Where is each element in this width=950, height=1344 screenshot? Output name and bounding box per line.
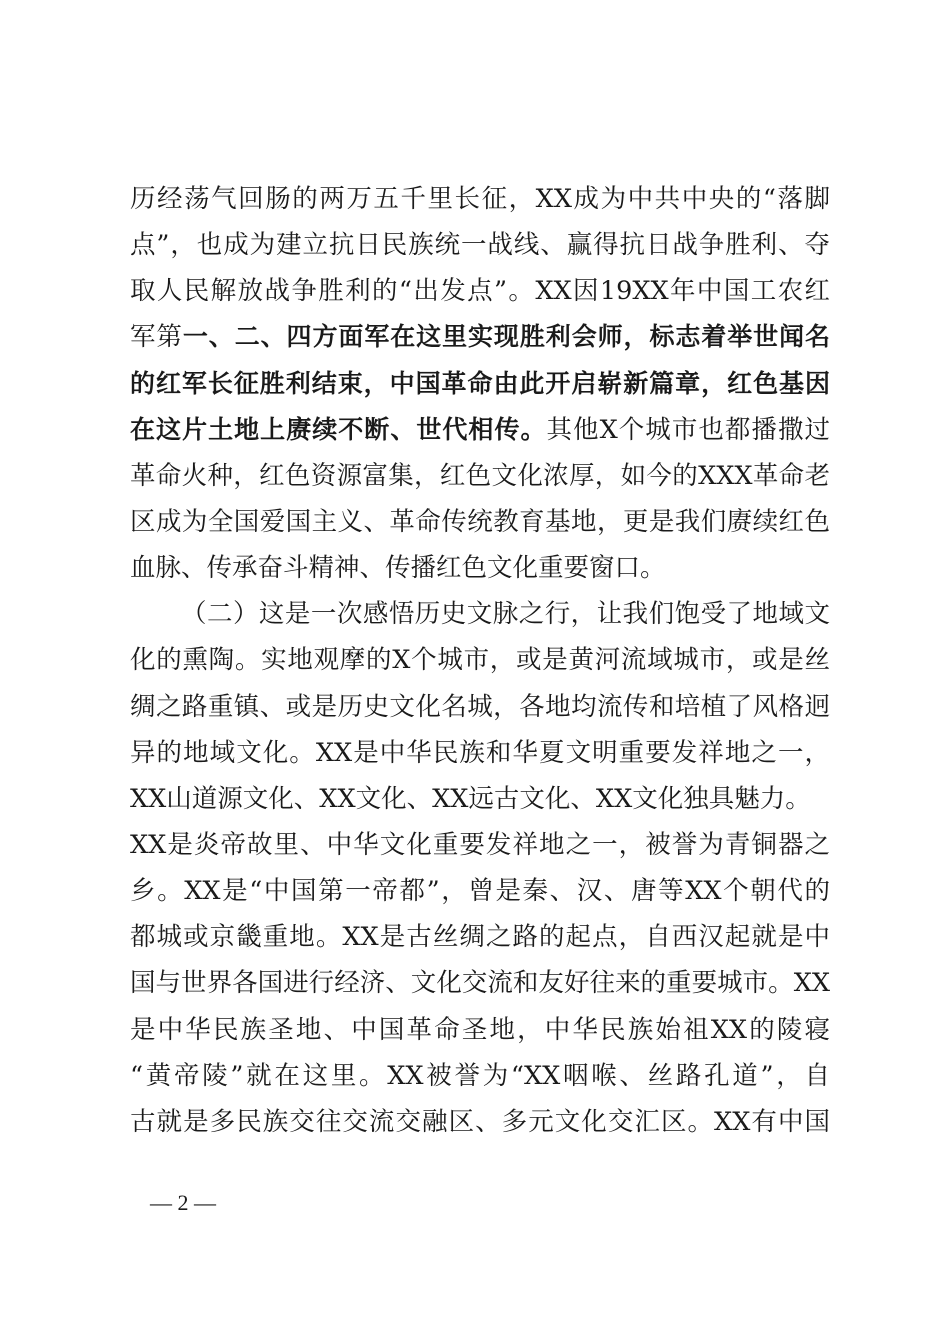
text-line — [130, 407, 830, 453]
text-segment: 其他X个城市也都播撒过 — [546, 414, 830, 445]
text-line: 是中华民族圣地、中国革命圣地，中华民族始祖XX的陵寝 — [130, 1014, 830, 1045]
text-line: 血脉、传承奋斗精神、传播红色文化重要窗口。 — [130, 553, 666, 584]
text-line: 取人民解放战争胜利的“出发点”。XX因19XX年中国工农红 — [130, 276, 830, 307]
bold-text-segment: 一、二、四方面军在这里实现胜利会师，标志着举世闻名 — [182, 322, 830, 352]
text-line: 乡。XX是“中国第一帝都”，曾是秦、汉、唐等XX个朝代的 — [130, 876, 830, 907]
text-line: XX是炎帝故里、中华文化重要发祥地之一，被誉为青铜器之 — [130, 829, 830, 860]
text-line: 异的地域文化。XX是中华民族和华夏文明重要发祥地之一， — [130, 737, 830, 768]
text-line: 区成为全国爱国主义、革命传统教育基地，更是我们赓续红色 — [130, 506, 830, 537]
text-line — [130, 314, 830, 360]
text-line: 国与世界各国进行经济、文化交流和友好往来的重要城市。XX — [130, 968, 830, 999]
text-line: “黄帝陵”就在这里。XX被誉为“XX咽喉、丝路孔道”，自 — [130, 1060, 830, 1091]
body-text — [130, 176, 830, 1145]
text-line: 都城或京畿重地。XX是古丝绸之路的起点，自西汉起就是中 — [130, 922, 830, 953]
text-line: 革命火种，红色资源富集，红色文化浓厚，如今的XXX革命老 — [130, 460, 830, 491]
text-line: （二）这是一次感悟历史文脉之行，让我们饱受了地域文 — [181, 599, 830, 630]
text-segment: 军第 — [130, 322, 183, 353]
text-line: 历经荡气回肠的两万五千里长征，XX成为中共中央的“落脚 — [130, 184, 830, 214]
text-line: 古就是多民族交往交流交融区、多元文化交汇区。XX有中国 — [130, 1106, 830, 1137]
text-line: 点”，也成为建立抗日民族统一战线、赢得抗日战争胜利、夺 — [130, 230, 830, 261]
text-line: 绸之路重镇、或是历史文化名城，各地均流传和培植了风格迥 — [130, 691, 830, 722]
bold-text-segment: 在这片土地上赓续不断、世代相传。 — [130, 414, 547, 444]
page-number: — 2 — — [150, 1190, 216, 1215]
text-line: XX山道源文化、XX文化、XX远古文化、XX文化独具魅力。 — [130, 783, 811, 814]
text-line: 的红军长征胜利结束，中国革命由此开启崭新篇章，红色基因 — [130, 368, 830, 398]
text-line: 化的熏陶。实地观摩的X个城市，或是黄河流域城市，或是丝 — [130, 645, 830, 676]
